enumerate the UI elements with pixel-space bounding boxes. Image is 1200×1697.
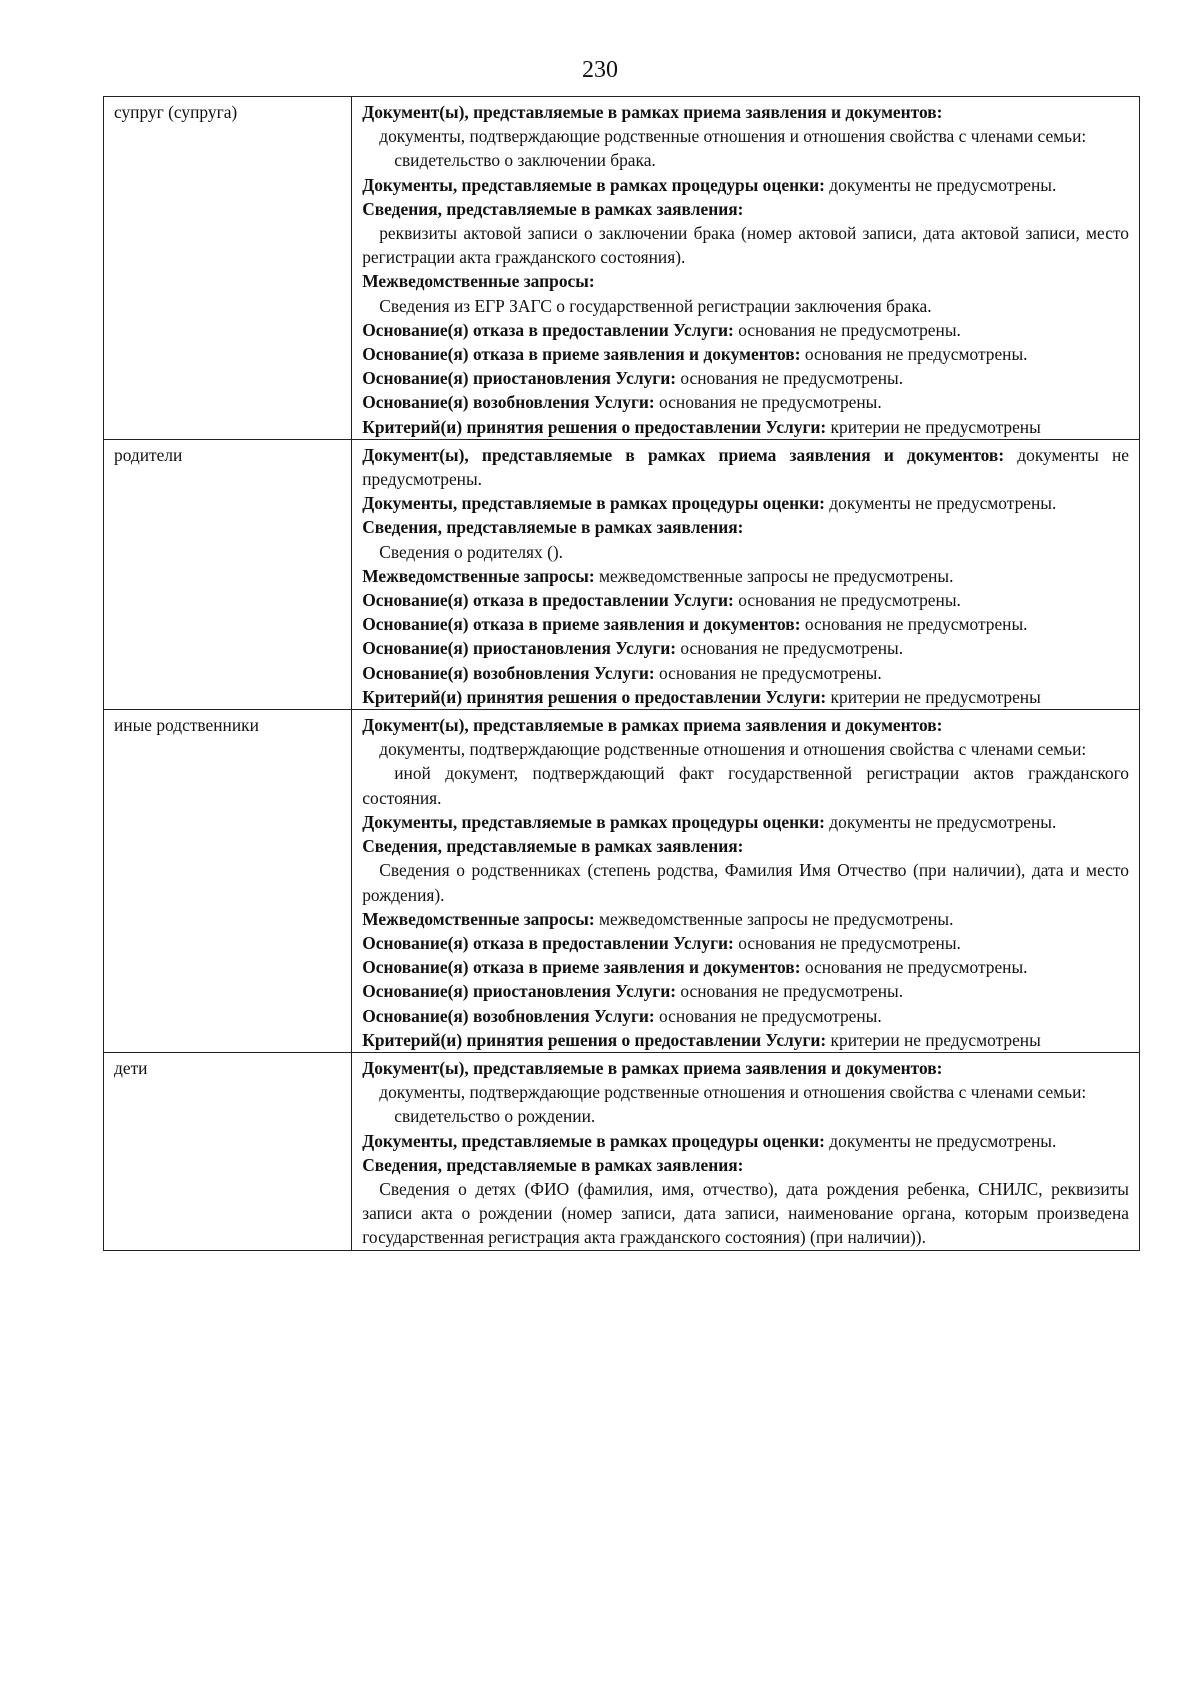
paragraph-heading: Документ(ы), представляемые в рамках приема заявления и документов: [362,1057,943,1078]
content-paragraph [362,515,1129,539]
paragraph-text: основания не предусмотрены. [654,392,882,413]
paragraph-heading: Основание(я) отказа в приеме заявления и документов: [362,614,801,635]
paragraph-heading: Основание(я) приостановления Услуги: [362,981,677,1002]
paragraph-heading: Основание(я) отказа в предоставлении Услуги: [362,590,734,611]
paragraph-text: документы, подтверждающие родственные отношения и отношения свойства с членами семьи: [379,1082,1087,1103]
content-cell [352,710,1140,1053]
paragraph-text: документы не предусмотрены. [824,811,1057,832]
paragraph-text: основания не предусмотрены. [733,319,961,340]
content-paragraph [362,1028,1129,1052]
paragraph-heading: Межведомственные запросы: [362,908,595,929]
paragraph-text: основания не предусмотрены. [800,614,1028,635]
paragraph-heading: Межведомственные запросы: [362,271,595,292]
content-paragraph [362,390,1129,414]
paragraph-heading: Критерий(и) принятия решения о предоставлении Услуги: [362,416,827,437]
content-paragraph [362,979,1129,1003]
paragraph-heading: Документы, представляемые в рамках процедуры оценки: [362,493,825,514]
paragraph-heading: Документ(ы), представляемые в рамках приема заявления и документов: [362,444,1005,465]
paragraph-heading: Основание(я) отказа в приеме заявления и документов: [362,344,801,365]
paragraph-heading: Основание(я) отказа в приеме заявления и документов: [362,957,801,978]
paragraph-heading: Межведомственные запросы: [362,565,595,586]
content-paragraph [362,221,1129,269]
paragraph-heading: Документы, представляемые в рамках процедуры оценки: [362,811,825,832]
paragraph-text: основания не предусмотрены. [733,932,961,953]
content-paragraph [362,858,1129,906]
paragraph-text: иной документ, подтверждающий факт государственной регистрации актов гражданского состояния. [362,763,1129,808]
paragraph-text: документы, подтверждающие родственные отношения и отношения свойства с членами семьи: [379,739,1087,760]
paragraph-heading: Сведения, представляемые в рамках заявления: [362,198,744,219]
content-paragraph [362,1153,1129,1177]
paragraph-heading: Документ(ы), представляемые в рамках приема заявления и документов: [362,102,943,122]
content-paragraph [362,588,1129,612]
content-paragraph [362,540,1129,564]
content-paragraph [362,124,1129,148]
paragraph-text: Сведения из ЕГР ЗАГС о государственной регистрации заключения брака. [379,295,932,316]
content-cell [352,1052,1140,1250]
content-paragraph [362,661,1129,685]
table-row [104,439,1140,709]
content-paragraph [362,931,1129,955]
content-paragraph [362,148,1129,172]
paragraph-text: документы не предусмотрены. [824,493,1057,514]
paragraph-text: межведомственные запросы не предусмотрены. [594,908,954,929]
content-paragraph [362,342,1129,366]
content-cell [352,439,1140,709]
content-paragraph [362,737,1129,761]
paragraph-heading: Основание(я) приостановления Услуги: [362,638,677,659]
paragraph-heading: Основание(я) приостановления Услуги: [362,368,677,389]
category-cell: дети [104,1052,352,1250]
paragraph-heading: Основание(я) отказа в предоставлении Услуги: [362,319,734,340]
paragraph-text: основания не предусмотрены. [676,981,904,1002]
paragraph-heading: Основание(я) отказа в предоставлении Услуги: [362,932,734,953]
content-paragraph [362,415,1129,439]
content-paragraph [362,491,1129,515]
paragraph-text: документы не предусмотрены. [824,174,1057,195]
paragraph-text: документы не предусмотрены. [362,444,1130,490]
requirements-table [103,96,1140,1251]
paragraph-text: межведомственные запросы не предусмотрены. [594,565,954,586]
content-paragraph [362,1004,1129,1028]
paragraph-heading: Сведения, представляемые в рамках заявления: [362,517,744,538]
paragraph-text: документы, подтверждающие родственные отношения и отношения свойства с членами семьи: [379,126,1087,147]
paragraph-text: Сведения о детях (ФИО (фамилия, имя, отчество), дата рождения ребенка, СНИЛС, реквизиты записи акта о рождении (номер записи, дата записи, наименование органа, которым произведена государственная регистрация акта гражданского состояния) (при наличии)). [362,1178,1129,1248]
content-paragraph [362,443,1129,491]
content-paragraph [362,761,1129,809]
paragraph-heading: Документы, представляемые в рамках процедуры оценки: [362,1130,825,1151]
category-cell: иные родственники [104,710,352,1053]
paragraph-text: свидетельство о рождении. [394,1106,596,1127]
paragraph-text: реквизиты актовой записи о заключении брака (номер актовой записи, дата актовой записи, место регистрации акта гражданского состояния). [362,223,1129,268]
content-paragraph [362,318,1129,342]
paragraph-heading: Основание(я) возобновления Услуги: [362,1005,655,1026]
content-paragraph [362,1056,1129,1080]
paragraph-text: Сведения о родственниках (степень родства, Фамилия Имя Отчество (при наличии), дата и место рождения). [362,860,1129,905]
category-cell: супруг (супруга) [104,97,352,440]
content-paragraph [362,612,1129,636]
content-paragraph [362,713,1129,737]
paragraph-text: основания не предусмотрены. [800,957,1028,978]
category-cell: родители [104,439,352,709]
paragraph-heading: Критерий(и) принятия решения о предоставлении Услуги: [362,1029,827,1050]
content-paragraph [362,685,1129,709]
table-row [104,97,1140,440]
content-cell [352,97,1140,440]
content-paragraph [362,1177,1129,1250]
content-paragraph [362,1104,1129,1128]
paragraph-heading: Основание(я) возобновления Услуги: [362,662,655,683]
paragraph-heading: Основание(я) возобновления Услуги: [362,392,655,413]
paragraph-text: критерии не предусмотрены [826,686,1041,707]
paragraph-text: Сведения о родителях (). [379,541,564,562]
content-paragraph [362,1129,1129,1153]
content-paragraph [362,955,1129,979]
content-paragraph [362,564,1129,588]
content-paragraph [362,1080,1129,1104]
paragraph-text: основания не предусмотрены. [800,344,1028,365]
paragraph-text: основания не предусмотрены. [733,590,961,611]
paragraph-text: основания не предусмотрены. [654,1005,882,1026]
table-row [104,710,1140,1053]
content-paragraph [362,197,1129,221]
content-paragraph [362,636,1129,660]
content-paragraph [362,834,1129,858]
content-paragraph [362,810,1129,834]
paragraph-text: критерии не предусмотрены [826,416,1041,437]
content-paragraph [362,907,1129,931]
paragraph-heading: Документы, представляемые в рамках процедуры оценки: [362,174,825,195]
content-paragraph [362,173,1129,197]
content-paragraph [362,366,1129,390]
paragraph-text: основания не предусмотрены. [676,638,904,659]
content-paragraph [362,294,1129,318]
content-paragraph [362,269,1129,293]
table-row [104,1052,1140,1250]
paragraph-heading: Сведения, представляемые в рамках заявления: [362,836,744,857]
paragraph-text: критерии не предусмотрены [826,1029,1041,1050]
paragraph-text: документы не предусмотрены. [824,1130,1057,1151]
content-paragraph [362,100,1129,124]
paragraph-heading: Документ(ы), представляемые в рамках приема заявления и документов: [362,715,943,736]
paragraph-heading: Сведения, представляемые в рамках заявления: [362,1154,744,1175]
page-number: 230 [582,57,618,83]
paragraph-text: основания не предусмотрены. [676,368,904,389]
paragraph-text: основания не предусмотрены. [654,662,882,683]
paragraph-text: свидетельство о заключении брака. [394,150,656,171]
paragraph-heading: Критерий(и) принятия решения о предоставлении Услуги: [362,686,827,707]
